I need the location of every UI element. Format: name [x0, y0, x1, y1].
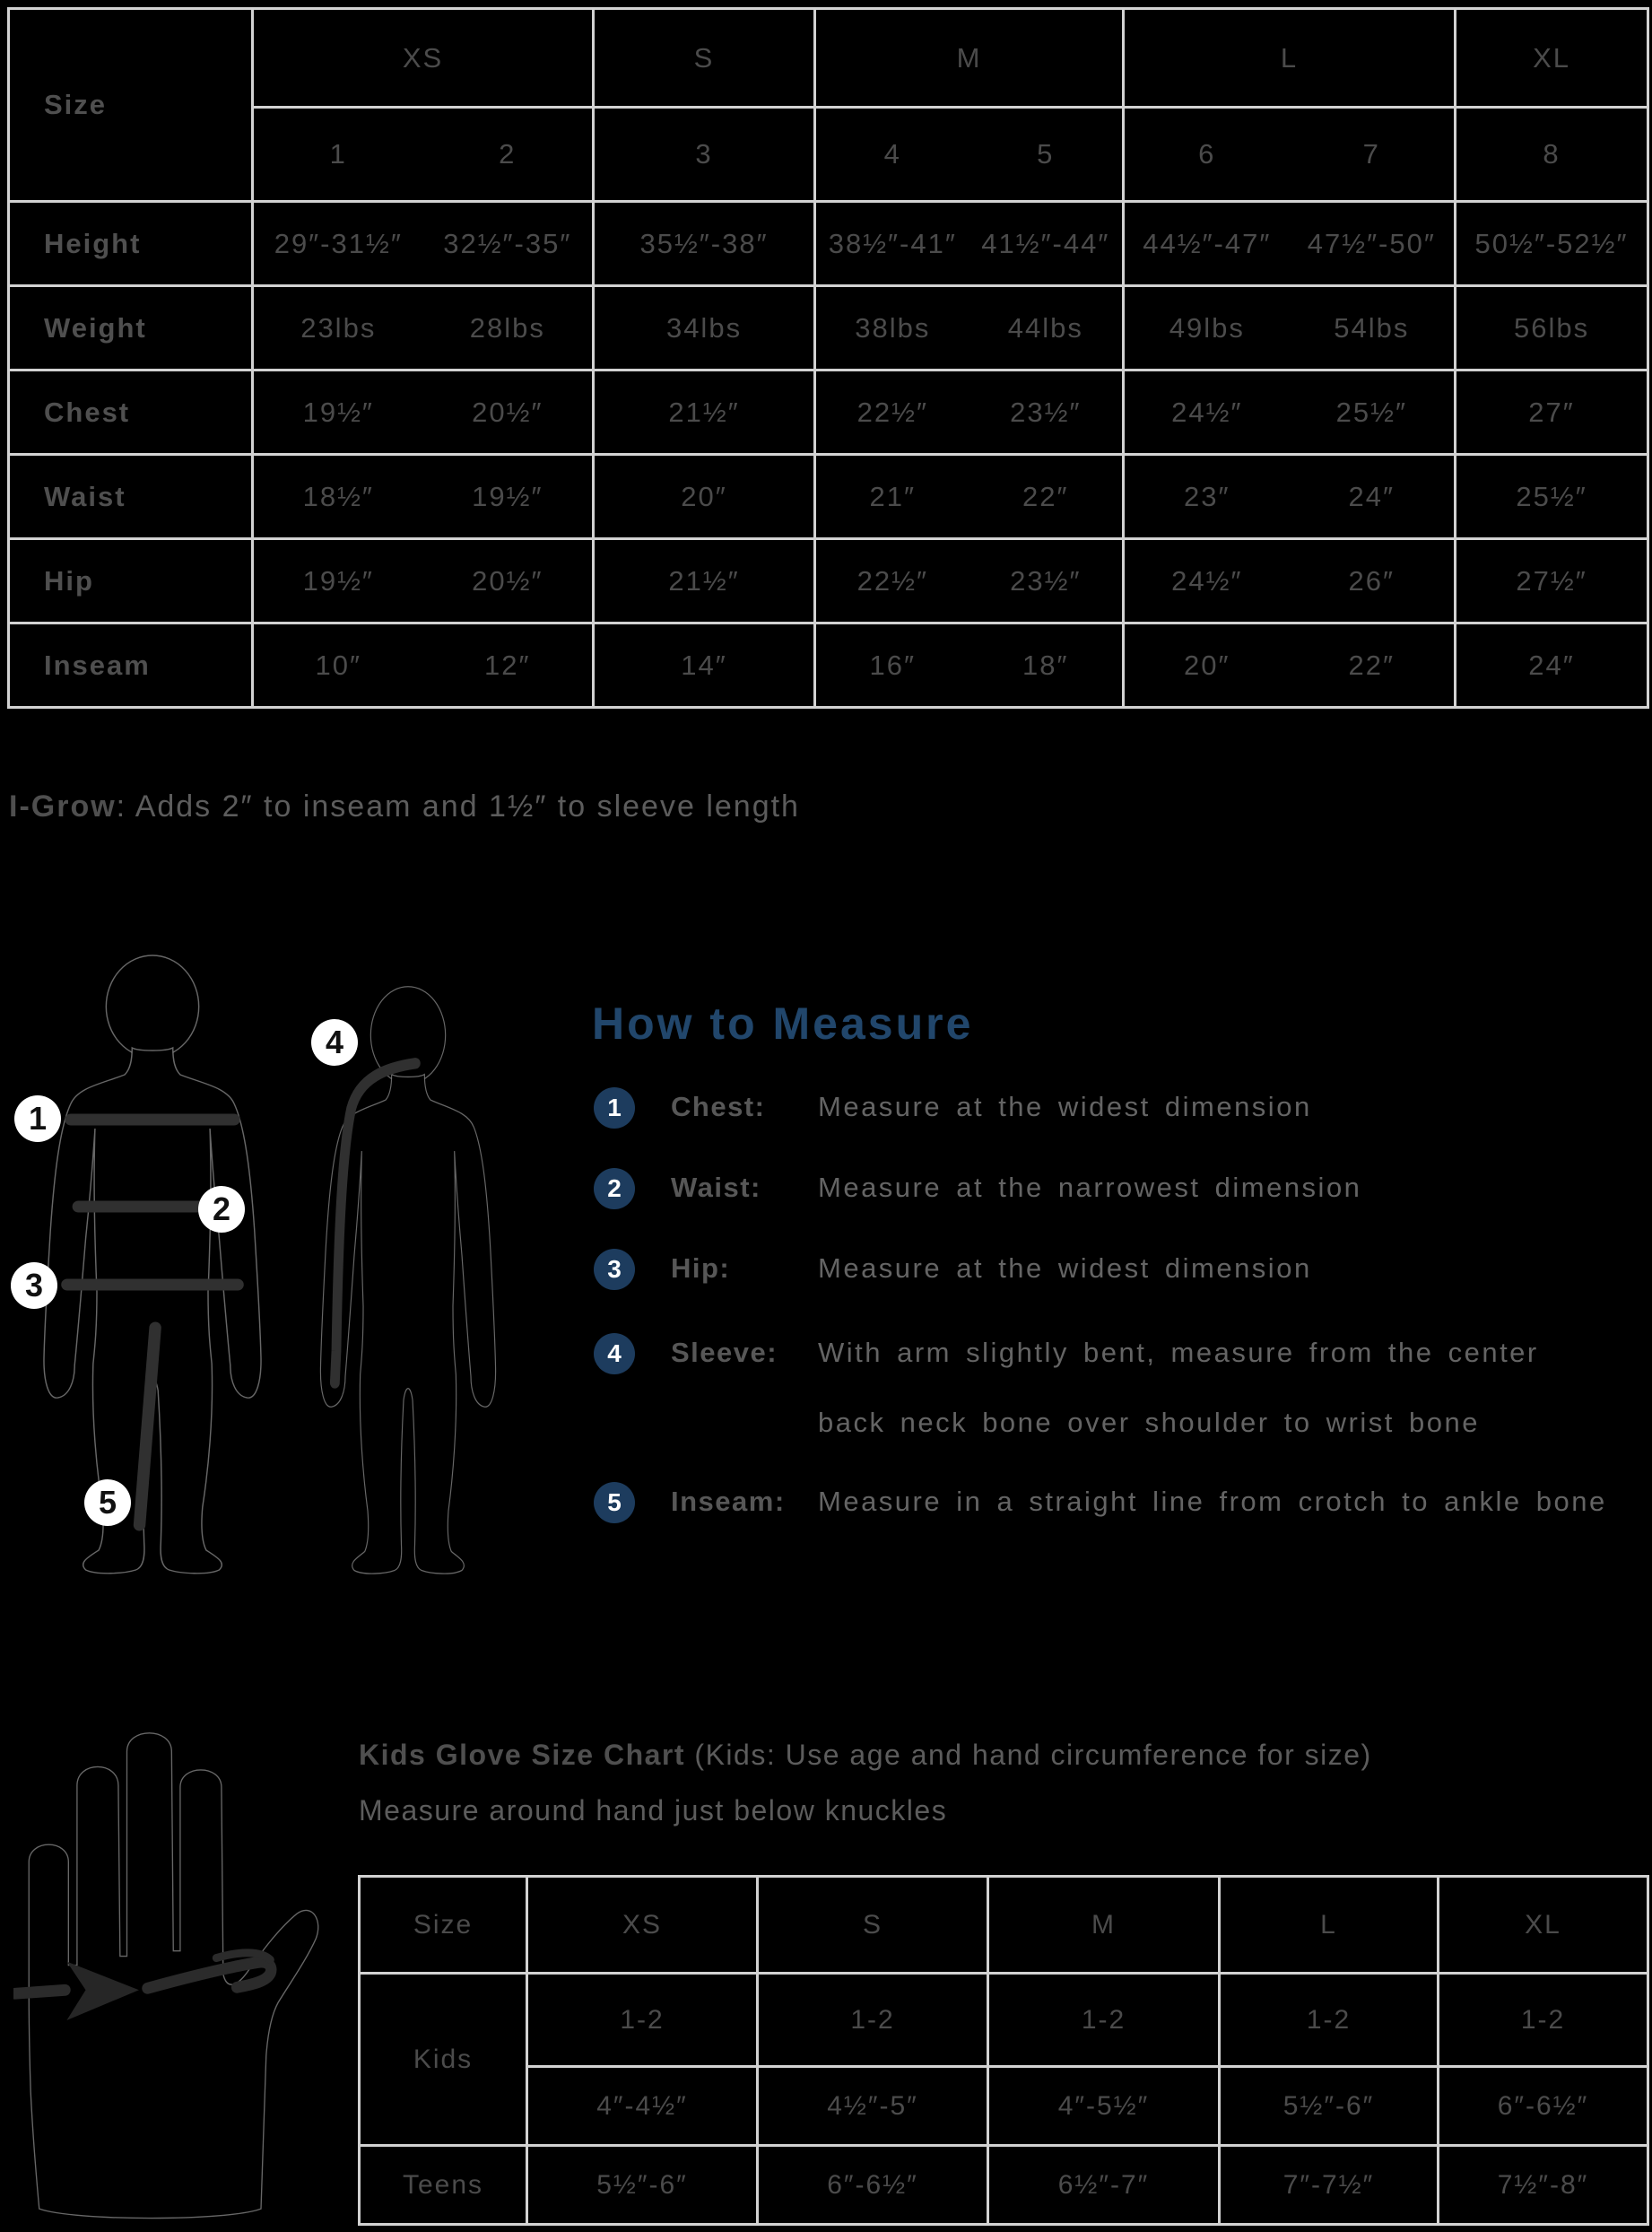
height-col2: 32½″-35″: [443, 227, 572, 259]
size-number-3: 3: [594, 108, 815, 202]
numbers-m: [815, 108, 1124, 202]
chest-col8: 27″: [1456, 371, 1648, 455]
step-label: Hip:: [671, 1252, 731, 1284]
weight-col6: 49lbs: [1169, 311, 1245, 344]
row-label-weight: Weight: [9, 286, 253, 371]
group-header-xs: XS: [253, 9, 594, 108]
table-row-hip: [9, 539, 1648, 623]
step-label: Chest:: [671, 1091, 766, 1122]
teens-circ-m: 6½″-7″: [988, 2146, 1220, 2225]
inseam-col6: 20″: [1184, 649, 1230, 681]
glove-header-s: S: [758, 1877, 988, 1974]
teens-circ-xl: 7½″-8″: [1439, 2146, 1648, 2225]
measure-step-chest: [592, 1087, 1650, 1130]
height-col8: 50½″-52½″: [1456, 202, 1648, 286]
step-text: Measure at the narrowest dimension: [818, 1172, 1362, 1203]
body-silhouette-back-sleeve: [296, 982, 520, 1579]
size-number-8: 8: [1456, 108, 1648, 202]
how-to-measure-title: How to Measure: [592, 998, 974, 1049]
chest-col1: 19½″: [302, 396, 374, 428]
chest-col7: 25½″: [1335, 396, 1407, 428]
glove-header-xl: XL: [1439, 1877, 1648, 1974]
step-label: Waist:: [671, 1172, 761, 1203]
height-col6: 44½″-47″: [1143, 227, 1272, 259]
height-col5: 41½″-44″: [981, 227, 1110, 259]
glove-kids-circumference-row: [360, 2067, 1648, 2146]
glove-chart-title: [359, 1739, 1372, 1772]
measure-step-inseam: [592, 1482, 1650, 1525]
row-label-chest: Chest: [9, 371, 253, 455]
chest-col2: 20½″: [472, 396, 543, 428]
diagram-marker-chest: 1: [14, 1095, 61, 1142]
kids-age-xl: 1-2: [1439, 1974, 1648, 2067]
body-silhouette-front-measures: [13, 951, 291, 1579]
step-text-line2: back neck bone over shoulder to wrist bone: [818, 1407, 1480, 1438]
step-text: Measure in a straight line from crotch to ankle bone: [818, 1486, 1607, 1517]
waist-col5: 22″: [1022, 480, 1069, 512]
row-label-waist: Waist: [9, 455, 253, 539]
hip-col2: 20½″: [472, 564, 543, 597]
igrow-label: I-Grow: [9, 789, 117, 824]
inseam-col7: 22″: [1348, 649, 1396, 681]
weight-col3: 34lbs: [594, 286, 815, 371]
kids-size-table: [7, 7, 1649, 709]
kids-age-m: 1-2: [988, 1974, 1220, 2067]
kids-circ-m: 4″-5½″: [988, 2067, 1220, 2146]
height-col3: 35½″-38″: [594, 202, 815, 286]
size-number-7: 7: [1362, 138, 1380, 170]
kids-age-s: 1-2: [758, 1974, 988, 2067]
measure-tape-tail: [15, 1990, 65, 1993]
size-number-6: 6: [1198, 138, 1216, 170]
inseam-col4: 16″: [869, 649, 916, 681]
step-number-badge: 3: [594, 1249, 635, 1290]
chest-col6: 24½″: [1171, 396, 1243, 428]
height-col4: 38½″-41″: [828, 227, 957, 259]
step-text: With arm slightly bent, measure from the center: [818, 1337, 1539, 1368]
glove-header-l: L: [1220, 1877, 1439, 1974]
weight-col2: 28lbs: [469, 311, 545, 344]
igrow-note: [9, 789, 800, 824]
size-number-1: 1: [329, 138, 347, 170]
glove-kids-label: Kids: [360, 1974, 527, 2146]
kids-glove-size-table: [358, 1875, 1649, 2226]
group-header-s: S: [594, 9, 815, 108]
row-label-inseam: Inseam: [9, 623, 253, 708]
waist-col3: 20″: [594, 455, 815, 539]
group-header-l: L: [1124, 9, 1456, 108]
glove-chart-subtitle: Measure around hand just below knuckles: [359, 1794, 948, 1827]
glove-chart-title-bold: Kids Glove Size Chart: [359, 1739, 686, 1771]
diagram-marker-hip: 3: [11, 1262, 57, 1309]
hip-col4: 22½″: [856, 564, 928, 597]
kids-circ-l: 5½″-6″: [1220, 2067, 1439, 2146]
chest-col4: 22½″: [856, 396, 928, 428]
hip-col8: 27½″: [1456, 539, 1648, 623]
step-number-badge: 2: [594, 1168, 635, 1209]
glove-header-m: M: [988, 1877, 1220, 1974]
glove-teens-row: [360, 2146, 1648, 2225]
row-label-height: Height: [9, 202, 253, 286]
glove-header-row: [360, 1877, 1648, 1974]
waist-col4: 21″: [869, 480, 916, 512]
waist-col8: 25½″: [1456, 455, 1648, 539]
waist-col7: 24″: [1348, 480, 1396, 512]
step-number-badge: 1: [594, 1087, 635, 1129]
table-row-inseam: [9, 623, 1648, 708]
glove-kids-age-row: [360, 1974, 1648, 2067]
height-col7: 47½″-50″: [1307, 227, 1436, 259]
table-row-chest: [9, 371, 1648, 455]
hip-col1: 19½″: [302, 564, 374, 597]
teens-circ-l: 7″-7½″: [1220, 2146, 1439, 2225]
hip-col3: 21½″: [594, 539, 815, 623]
diagram-marker-waist: 2: [198, 1186, 245, 1233]
igrow-text: : Adds 2″ to inseam and 1½″ to sleeve length: [116, 789, 800, 824]
measure-step-sleeve: [592, 1333, 1650, 1450]
step-number-badge: 4: [594, 1333, 635, 1374]
inseam-col8: 24″: [1456, 623, 1648, 708]
table-row-weight: [9, 286, 1648, 371]
kids-age-xs: 1-2: [527, 1974, 758, 2067]
chest-col5: 23½″: [1010, 396, 1082, 428]
group-header-m: M: [815, 9, 1124, 108]
diagram-marker-inseam: 5: [84, 1479, 131, 1526]
hip-col6: 24½″: [1171, 564, 1243, 597]
group-header-xl: XL: [1456, 9, 1648, 108]
glove-header-xs: XS: [527, 1877, 758, 1974]
waist-col2: 19½″: [472, 480, 543, 512]
waist-col1: 18½″: [302, 480, 374, 512]
kids-circ-s: 4½″-5″: [758, 2067, 988, 2146]
kids-circ-xl: 6″-6½″: [1439, 2067, 1648, 2146]
waist-col6: 23″: [1184, 480, 1230, 512]
weight-col8: 56lbs: [1456, 286, 1648, 371]
glove-teens-label: Teens: [360, 2146, 527, 2225]
row-label-hip: Hip: [9, 539, 253, 623]
measure-step-hip: [592, 1249, 1650, 1292]
hand-measure-illustration: [13, 1709, 323, 2225]
measure-step-waist: [592, 1168, 1650, 1211]
step-number-badge: 5: [594, 1482, 635, 1523]
step-label: Inseam:: [671, 1486, 786, 1517]
hip-col5: 23½″: [1010, 564, 1082, 597]
inseam-col5: 18″: [1022, 649, 1069, 681]
weight-col4: 38lbs: [855, 311, 931, 344]
size-number-2: 2: [499, 138, 517, 170]
corner-size-label: Size: [9, 9, 253, 202]
teens-circ-s: 6″-6½″: [758, 2146, 988, 2225]
step-label: Sleeve:: [671, 1337, 778, 1368]
inseam-col1: 10″: [315, 649, 361, 681]
glove-chart-title-rest: (Kids: Use age and hand circumference for size): [685, 1739, 1372, 1771]
glove-header-size: Size: [360, 1877, 527, 1974]
weight-col7: 54lbs: [1334, 311, 1410, 344]
chest-col3: 21½″: [594, 371, 815, 455]
numbers-l: [1124, 108, 1456, 202]
size-number-5: 5: [1037, 138, 1055, 170]
inseam-col2: 12″: [484, 649, 531, 681]
step-text: Measure at the widest dimension: [818, 1091, 1312, 1122]
height-col1: 29″-31½″: [274, 227, 403, 259]
step-text: Measure at the widest dimension: [818, 1252, 1312, 1284]
diagram-marker-sleeve: 4: [311, 1019, 358, 1066]
inseam-col3: 14″: [594, 623, 815, 708]
measure-tape-band-wrap: [216, 1953, 270, 1960]
kids-age-l: 1-2: [1220, 1974, 1439, 2067]
size-number-4: 4: [883, 138, 901, 170]
hip-col7: 26″: [1348, 564, 1396, 597]
teens-circ-xs: 5½″-6″: [527, 2146, 758, 2225]
table-row-waist: [9, 455, 1648, 539]
numbers-xs: [253, 108, 594, 202]
table-row-height: [9, 202, 1648, 286]
weight-col5: 44lbs: [1007, 311, 1083, 344]
kids-circ-xs: 4″-4½″: [527, 2067, 758, 2146]
weight-col1: 23lbs: [300, 311, 377, 344]
